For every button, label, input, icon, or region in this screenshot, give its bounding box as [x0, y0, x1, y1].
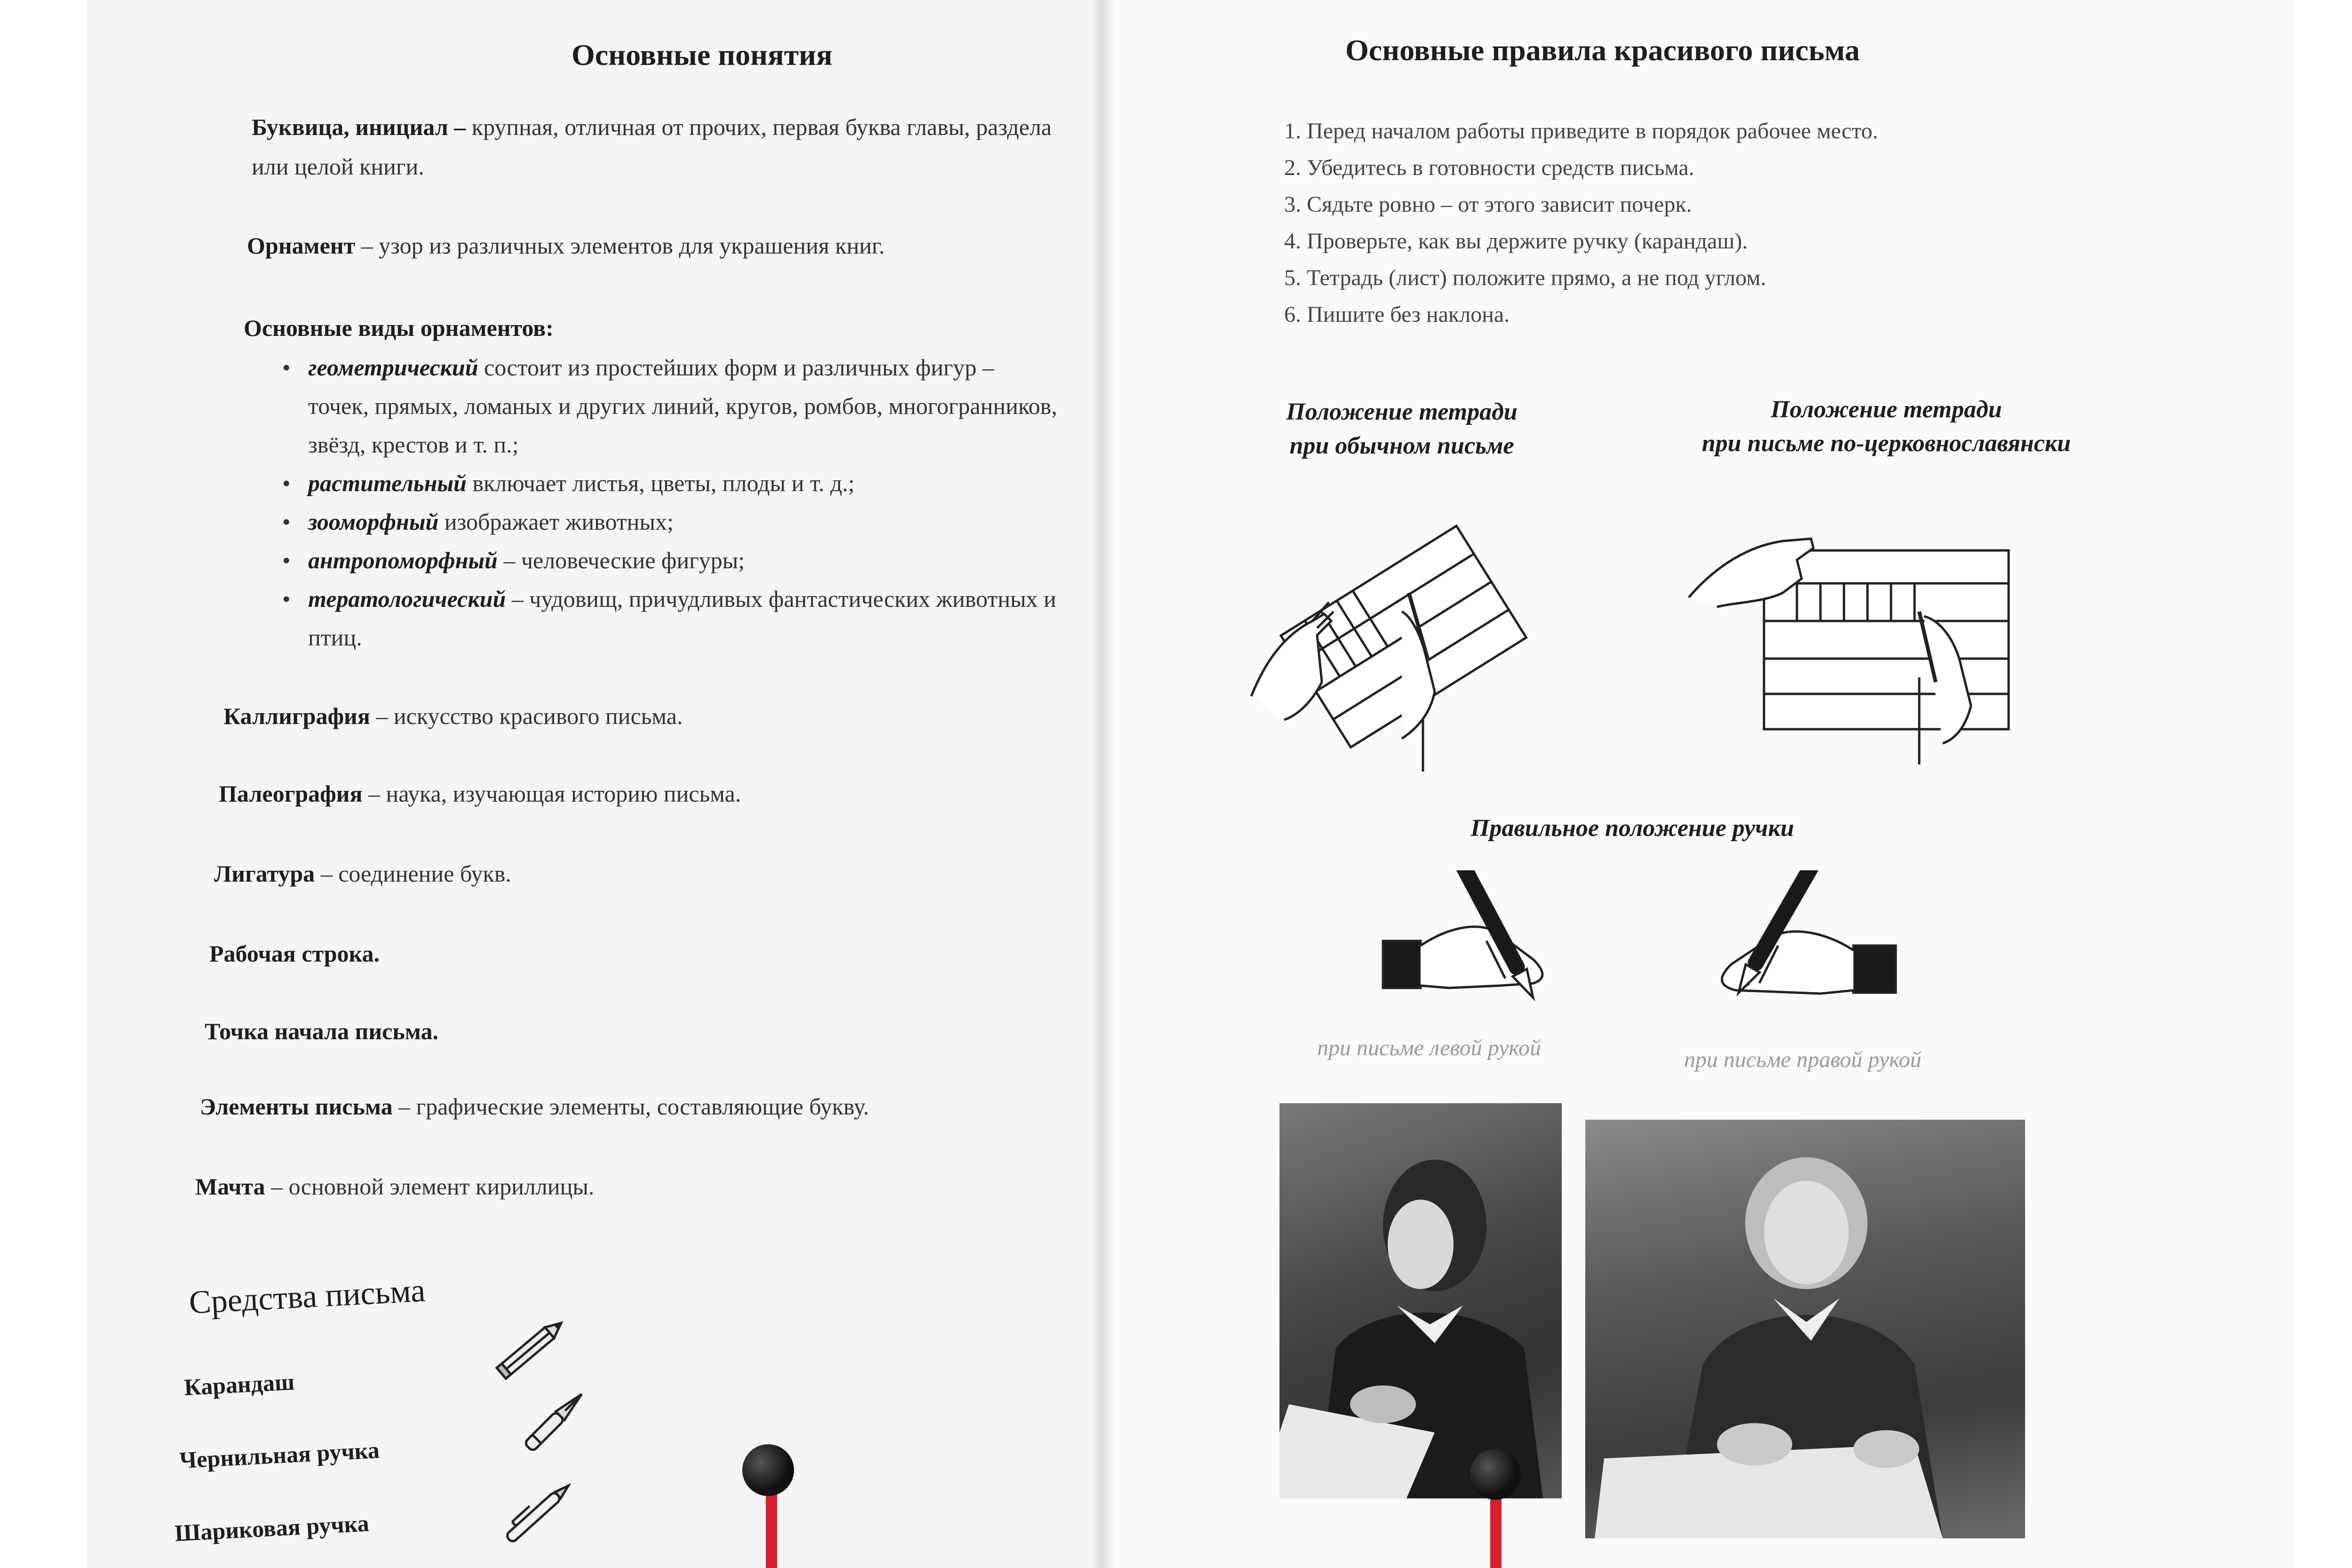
- term-mast: Мачта: [195, 1173, 265, 1200]
- ornament-types-title: [244, 308, 554, 348]
- caption-church-writing: [1637, 393, 2136, 461]
- left-hand-caption: при письме левой рукой: [1317, 1035, 1542, 1060]
- def-calligraphy: – искусство красивого письма.: [370, 703, 683, 729]
- pencil-icon: [489, 1308, 574, 1388]
- book-gutter: [1092, 0, 1115, 1568]
- definition-mast: [195, 1167, 594, 1206]
- ornament-type-def: – чудовищ, причудливых фантастических животных и птиц.: [308, 586, 1057, 651]
- term-calligraphy: Каллиграфия: [223, 703, 370, 729]
- definition-paleography: [219, 774, 741, 813]
- tool-label-pencil: Карандаш: [183, 1368, 295, 1401]
- caption-church-line1: Положение тетради: [1771, 396, 2002, 423]
- term-ornament: Орнамент: [247, 232, 356, 259]
- photo-girl-writing-right-image: [1585, 1120, 2025, 1538]
- caption-normal-line1: Положение тетради: [1286, 398, 1518, 425]
- left-page-title: Основные понятия: [572, 38, 833, 72]
- def-elements: – графические элементы, составляющие букву.: [392, 1093, 869, 1120]
- definition-start-point: [205, 1011, 438, 1051]
- pen-position-title: Правильное положение ручки: [1470, 815, 1794, 842]
- term-bukvitsa: Буквица, инициал –: [252, 114, 466, 140]
- ornament-type-def: – человеческие фигуры;: [497, 547, 745, 573]
- term-ligature: Лигатура: [214, 860, 315, 887]
- def-paleography: – наука, изучающая историю письма.: [362, 780, 741, 807]
- def-mast: – основной элемент кириллицы.: [265, 1173, 595, 1200]
- ballpoint-pen-icon: [494, 1472, 583, 1552]
- rules-list: [1284, 113, 2178, 333]
- list-item: [282, 348, 1058, 464]
- list-item: [282, 464, 1058, 502]
- list-item: [282, 580, 1058, 657]
- term-work-line: Рабочая строка.: [209, 940, 380, 967]
- tools-title: Средства письма: [188, 1272, 427, 1321]
- bookmark-ball-left: [742, 1444, 794, 1496]
- term-elements: Элементы письма: [200, 1093, 393, 1120]
- def-bukvitsa: крупная, отличная от прочих, первая буква главы, раздела или целой книги.: [252, 114, 1052, 180]
- photo-girl-writing-right: [1585, 1120, 2025, 1538]
- ornament-type-name: тератологический: [308, 586, 506, 612]
- definition-ornament: [247, 226, 1056, 265]
- tool-label-ballpoint-pen: Шариковая ручка: [174, 1510, 370, 1546]
- tool-label-fountain-pen: Чернильная ручка: [179, 1436, 380, 1473]
- list-item: 3. Сядьте ровно – от этого зависит почерк.: [1284, 192, 1692, 217]
- ornament-type-name: зооморфный: [308, 509, 439, 535]
- list-item: 6. Пишите без наклона.: [1284, 302, 1510, 327]
- bookmark-ball-right: [1470, 1449, 1521, 1500]
- ornament-type-def: включает листья, цветы, плоды и т. д.;: [466, 470, 855, 496]
- list-item: 4. Проверьте, как вы держите ручку (карандаш).: [1284, 229, 1748, 254]
- photo-girl-writing-left-image: [1279, 1103, 1562, 1498]
- list-item: 1. Перед началом работы приведите в порядок рабочее место.: [1284, 119, 1878, 143]
- definition-bukvitsa: [252, 107, 1061, 186]
- notebook-tilted-diagram: [1242, 494, 1543, 776]
- right-page-title: Основные правила красивого письма: [1345, 33, 1860, 67]
- ornament-type-name: растительный: [308, 470, 467, 496]
- photo-girl-writing-left: [1279, 1103, 1562, 1498]
- ornament-type-def: изображает животных;: [438, 509, 674, 535]
- ornament-type-name: геометрический: [308, 354, 478, 381]
- list-item: 5. Тетрадь (лист) положите прямо, а не под углом.: [1284, 265, 1766, 290]
- definition-work-line: [209, 934, 380, 973]
- definition-ligature: [214, 854, 511, 893]
- caption-normal-line2: при обычном письме: [1289, 432, 1514, 459]
- right-hand-caption: при письме правой рукой: [1684, 1047, 1922, 1072]
- notebook-straight-diagram: [1679, 527, 2018, 772]
- right-hand-pen-illustration: [1665, 870, 1910, 1021]
- ornament-type-name: антропоморфный: [308, 547, 498, 573]
- definition-elements: [200, 1087, 869, 1126]
- fountain-pen-icon: [513, 1381, 597, 1461]
- caption-normal-writing: [1214, 395, 1590, 463]
- term-paleography: Палеография: [219, 780, 363, 807]
- left-hand-pen-illustration: [1378, 870, 1585, 1011]
- ornament-types-list: [282, 348, 1058, 657]
- ornament-types-heading: Основные виды орнаментов:: [244, 315, 554, 341]
- definition-calligraphy: [223, 696, 683, 736]
- ornament-type-def: состоит из простейших форм и различных фигур – точек, прямых, ломаных и других линий, кругов, ромбов, многогранников, звёзд, крестов и т. п.;: [308, 354, 1057, 458]
- list-item: [282, 541, 1058, 580]
- term-start-point: Точка начала письма.: [205, 1018, 439, 1044]
- def-ligature: – соединение букв.: [315, 860, 511, 887]
- list-item: [282, 502, 1058, 541]
- list-item: 2. Убедитесь в готовности средств письма.: [1284, 155, 1694, 180]
- def-ornament: – узор из различных элементов для украшения книг.: [355, 232, 885, 259]
- caption-church-line2: при письме по-церковнославянски: [1701, 430, 2071, 457]
